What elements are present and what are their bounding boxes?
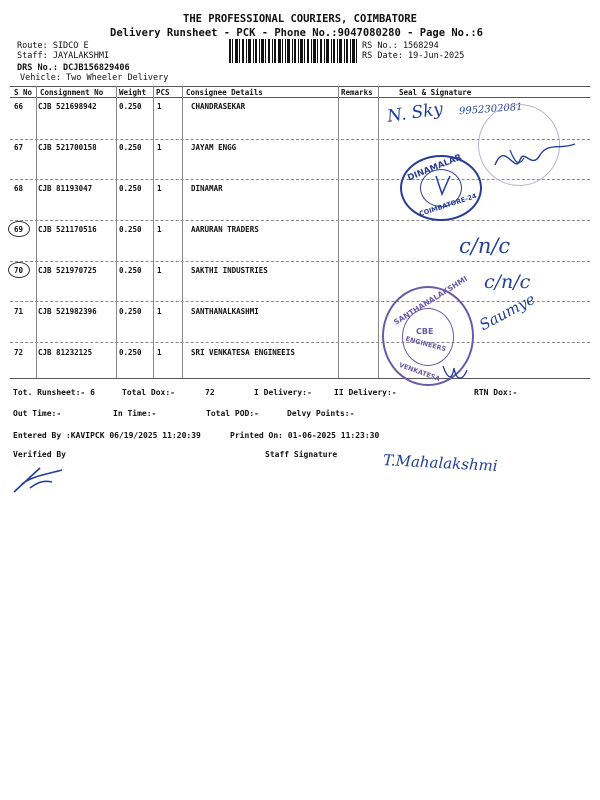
- staff-signature: T.Mahalakshmi: [382, 451, 499, 475]
- row-consignee: SAKTHI INDUSTRIES: [191, 266, 268, 275]
- row-consignee: SANTHANALKASHMI: [191, 307, 259, 316]
- ii-delivery: II Delivery:-: [334, 388, 397, 397]
- total-dox-value: 72: [205, 388, 215, 397]
- rtn-dox: RTN Dox:-: [474, 388, 518, 397]
- vehicle-label: Vehicle: Two Wheeler Delivery: [20, 73, 169, 83]
- rs-number: RS No.: 1568294: [362, 41, 439, 51]
- col-header-consignee: Consignee Details: [186, 88, 263, 97]
- staff-signature-label: Staff Signature: [265, 450, 338, 459]
- row-divider: [10, 220, 590, 221]
- printed-on: Printed On: 01-06-2025 11:23:30: [230, 431, 380, 440]
- drs-number: DRS No.: DCJB156829406: [17, 63, 130, 73]
- row-weight: 0.250: [119, 102, 142, 111]
- row-weight: 0.250: [119, 266, 142, 275]
- row-sno: 67: [14, 143, 24, 152]
- row-sno: 66: [14, 102, 24, 111]
- row-weight: 0.250: [119, 143, 142, 152]
- verified-signature-mark: [12, 462, 66, 498]
- col-separator: [153, 86, 154, 378]
- handwritten-phone: 9952302081: [458, 101, 523, 118]
- drs-barcode: [229, 39, 357, 63]
- col-separator: [338, 86, 339, 378]
- row-pcs: 1: [157, 307, 162, 316]
- delvy-points: Delvy Points:-: [287, 409, 355, 418]
- rs-date: RS Date: 19-Jun-2025: [362, 51, 465, 61]
- row-divider: [10, 301, 590, 302]
- row-consignment: CJB 521700158: [38, 143, 97, 152]
- row-pcs: 1: [157, 348, 162, 357]
- santhanalakshmi-stamp-text: VENKATESA: [397, 360, 442, 384]
- row-sno: 68: [14, 184, 24, 193]
- row-pcs: 1: [157, 225, 162, 234]
- col-header-seal: Seal & Signature: [399, 88, 472, 97]
- company-title: THE PROFESSIONAL COURIERS, COIMBATORE: [183, 13, 417, 25]
- total-pod: Total POD:-: [206, 409, 259, 418]
- row-weight: 0.250: [119, 348, 142, 357]
- in-time: In Time:-: [113, 409, 157, 418]
- row-consignee: JAYAM ENGG: [191, 143, 237, 152]
- dinamalar-stamp-text: DINAMALAR: [406, 152, 464, 184]
- santhanalakshmi-stamp-text: ENGINEERS: [404, 334, 447, 354]
- row-consignee: AARURAN TRADERS: [191, 225, 259, 234]
- santhanalakshmi-stamp-text: SANTHANALAKSHMI: [392, 274, 470, 327]
- col-separator: [36, 86, 37, 378]
- verified-by: Verified By: [13, 450, 66, 459]
- handwritten-note: c/n/c: [484, 271, 531, 293]
- row-consignment: CJB 521170516: [38, 225, 97, 234]
- row-sno: 69: [14, 225, 24, 234]
- row-pcs: 1: [157, 184, 162, 193]
- row-consignee: DINAMAR: [191, 184, 223, 193]
- check-signature-icon: [490, 130, 580, 180]
- handwritten-signature: N. Sky: [385, 99, 445, 127]
- stamp-signature-mark: [428, 172, 458, 198]
- handwritten-signature: Saumye: [476, 289, 539, 335]
- stamp-signature-mark: [440, 360, 470, 384]
- col-header-consignment: Consignment No: [40, 88, 104, 97]
- row-pcs: 1: [157, 102, 162, 111]
- staff-label: Staff: JAYALAKSHMI: [17, 51, 110, 61]
- table-bottom-border: [10, 378, 590, 379]
- col-header-weight: Weight: [119, 88, 147, 97]
- total-dox-label: Total Dox:-: [122, 388, 175, 397]
- row-consignment: CJB 521970725: [38, 266, 97, 275]
- santhanalakshmi-stamp-text: CBE: [416, 327, 434, 336]
- col-header-remarks: Remarks: [341, 88, 373, 97]
- row-consignment: CJB 521982396: [38, 307, 97, 316]
- col-separator: [378, 86, 379, 378]
- route-label: Route: SIDCO E: [17, 41, 89, 51]
- out-time: Out Time:-: [13, 409, 62, 418]
- col-header-sno: S No: [14, 88, 33, 97]
- row-weight: 0.250: [119, 184, 142, 193]
- row-consignee: SRI VENKATESA ENGINEEIS: [191, 348, 295, 357]
- runsheet-subtitle: Delivery Runsheet - PCK - Phone No.:9047080280 - Page No.:6: [110, 27, 483, 39]
- row-sno: 70: [14, 266, 24, 275]
- row-divider: [10, 261, 590, 262]
- row-divider: [10, 342, 590, 343]
- col-separator: [116, 86, 117, 378]
- row-consignment: CJB 521698942: [38, 102, 97, 111]
- entered-by: Entered By :KAVIPCK 06/19/2025 11:20:39: [13, 431, 201, 440]
- row-weight: 0.250: [119, 225, 142, 234]
- row-weight: 0.250: [119, 307, 142, 316]
- row-sno: 72: [14, 348, 24, 357]
- row-consignee: CHANDRASEKAR: [191, 102, 246, 111]
- table-top-border: [10, 86, 590, 87]
- row-consignment: CJB 81232125: [38, 348, 93, 357]
- col-separator: [182, 86, 183, 378]
- tot-runsheet: Tot. Runsheet:- 6: [13, 388, 95, 397]
- handwritten-note: c/n/c: [459, 234, 511, 258]
- row-consignment: CJB 81193047: [38, 184, 93, 193]
- table-header-border: [10, 97, 590, 98]
- row-pcs: 1: [157, 266, 162, 275]
- col-header-pcs: PCS: [156, 88, 170, 97]
- dinamalar-stamp-text: COIMBATORE-24: [418, 191, 478, 219]
- row-pcs: 1: [157, 143, 162, 152]
- row-sno: 71: [14, 307, 24, 316]
- i-delivery: I Delivery:-: [254, 388, 312, 397]
